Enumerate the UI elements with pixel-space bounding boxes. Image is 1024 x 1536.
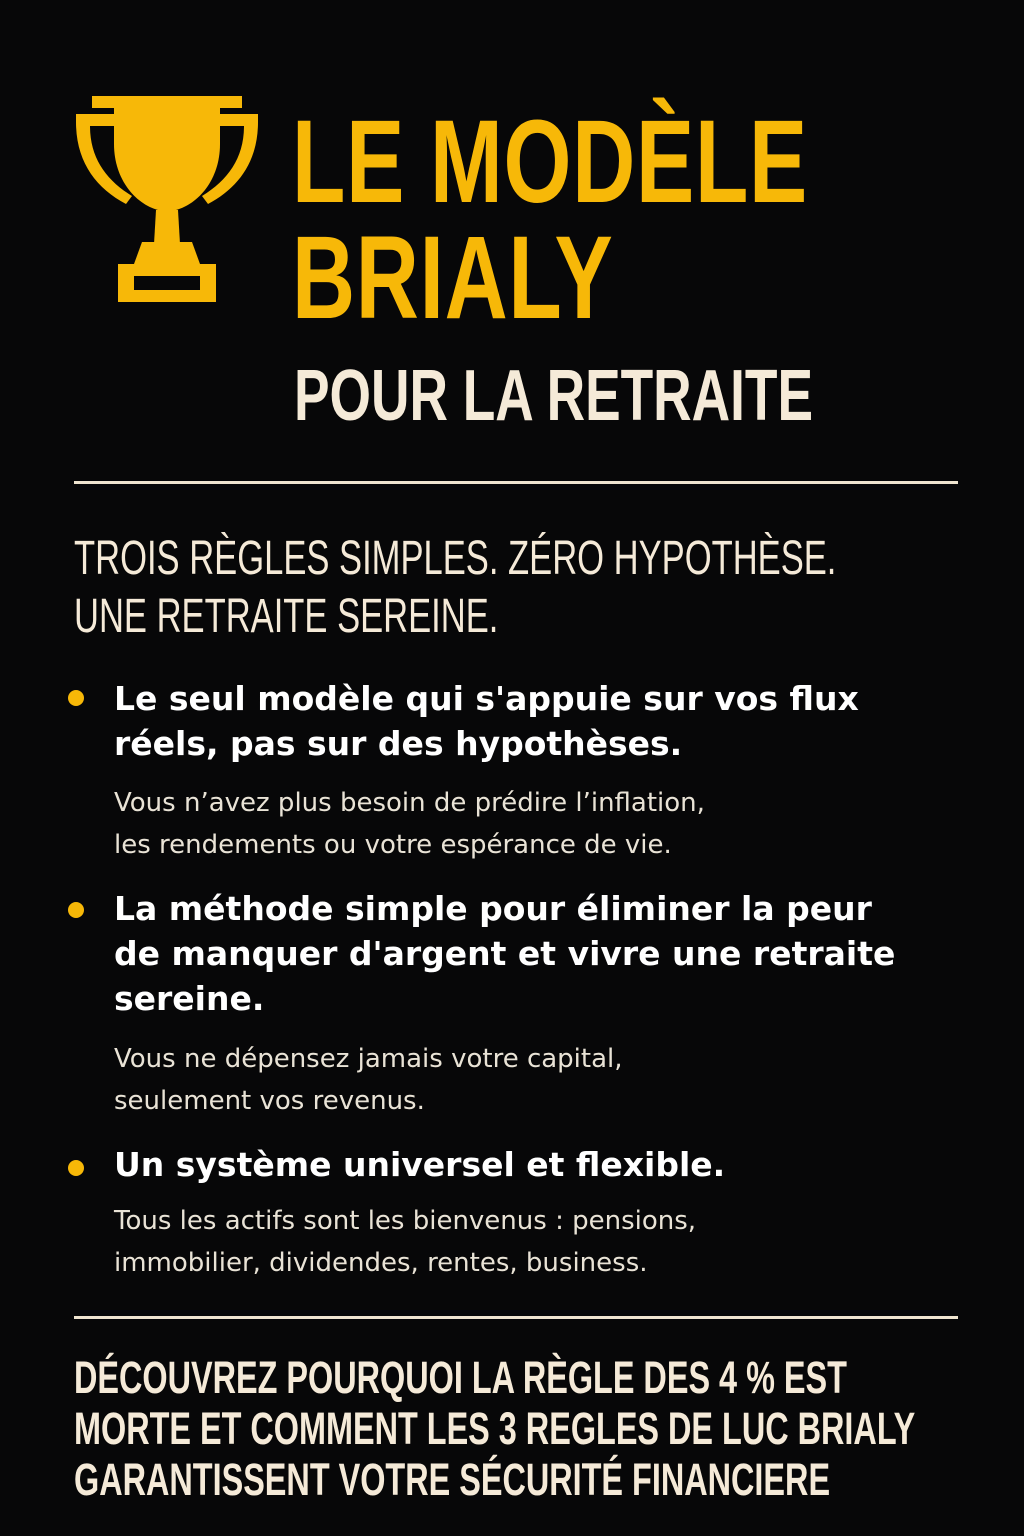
tagline-line-2: UNE RETRAITE SEREINE.: [74, 590, 499, 643]
cta-line-1: DÉCOUVREZ POURQUOI LA RÈGLE DES 4 % EST: [74, 1352, 847, 1403]
feature-2-title-line-1: La méthode simple pour éliminer la peur: [114, 889, 872, 928]
feature-3-desc-line-1: Tous les actifs sont les bienvenus : pensions,: [114, 1206, 697, 1236]
title-line-2: BRIALY: [292, 212, 614, 344]
feature-2-description: [114, 1038, 974, 1122]
feature-1-title-line-2: réels, pas sur des hypothèses.: [114, 724, 683, 763]
cta-line-3: GARANTISSENT VOTRE SÉCURITÉ FINANCIERE: [74, 1454, 831, 1505]
tagline-line-1: TROIS RÈGLES SIMPLES. ZÉRO HYPOTHÈSE.: [74, 532, 837, 585]
feature-1-description: [114, 782, 974, 866]
cta-line-2: MORTE ET COMMENT LES 3 REGLES DE LUC BRIALY: [74, 1403, 916, 1454]
title-line-1: LE MODÈLE: [292, 96, 809, 228]
feature-3-description: [114, 1200, 974, 1284]
feature-3-desc-line-2: immobilier, dividendes, rentes, business.: [114, 1248, 648, 1278]
feature-1-title: [114, 676, 974, 766]
feature-3-title-line-1: Un système universel et flexible.: [114, 1145, 726, 1184]
feature-1-desc-line-1: Vous n’avez plus besoin de prédire l’inflation,: [114, 788, 705, 818]
feature-2-title: [114, 886, 974, 1021]
feature-2-desc-line-2: seulement vos revenus.: [114, 1086, 425, 1116]
feature-1-title-line-1: Le seul modèle qui s'appuie sur vos flux: [114, 679, 859, 718]
bullet-icon: [68, 902, 84, 918]
feature-1-desc-line-2: les rendements ou votre espérance de vie.: [114, 830, 672, 860]
feature-2-title-line-3: sereine.: [114, 979, 265, 1018]
bullet-icon: [68, 690, 84, 706]
feature-2-title-line-2: de manquer d'argent et vivre une retraite: [114, 934, 896, 973]
call-to-action: [74, 1352, 938, 1505]
bullet-icon: [68, 1160, 84, 1176]
bottom-divider: [74, 1316, 958, 1319]
feature-3-title: [114, 1142, 974, 1187]
subtitle: POUR LA RETRAITE: [294, 356, 813, 436]
feature-2-desc-line-1: Vous ne dépensez jamais votre capital,: [114, 1044, 623, 1074]
